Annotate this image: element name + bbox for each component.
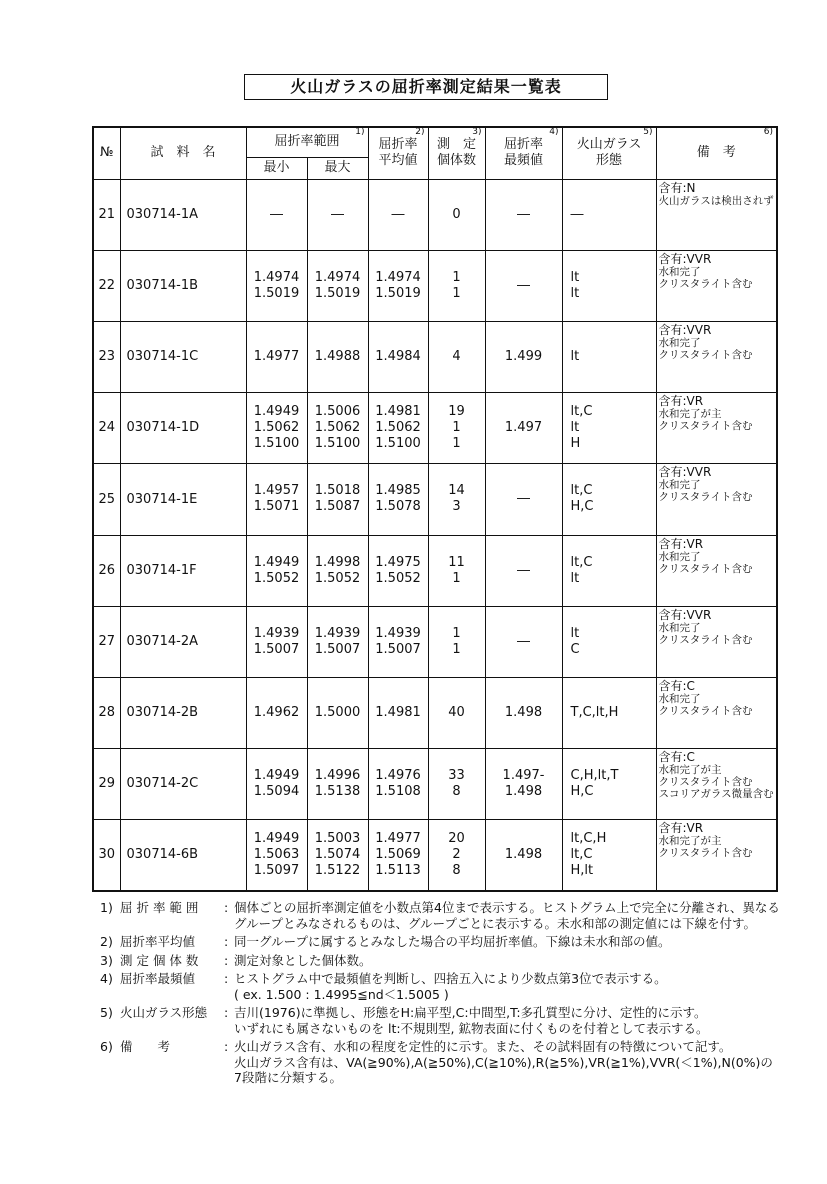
cell-no xyxy=(93,606,120,677)
cell-range-min-text: ― xyxy=(270,206,283,222)
footnote-term: 備 考 xyxy=(120,1039,171,1054)
header-range-label: 屈折率範囲 xyxy=(274,134,340,150)
footnote-text xyxy=(234,900,800,931)
remark-note: クリスタライト含む xyxy=(658,277,753,290)
cell-mean xyxy=(368,748,428,819)
footnote-term: 測 定 個 体 数 xyxy=(120,952,199,968)
header-range-max: 最大 xyxy=(307,157,368,179)
cell-count-text: 1 1 xyxy=(452,269,461,301)
cell-count-text: 40 xyxy=(448,704,465,720)
table-row xyxy=(93,392,777,463)
cell-glass-form-text: T,C,lt,H xyxy=(570,704,619,720)
header-mean xyxy=(368,127,428,179)
cell-remarks xyxy=(656,250,777,321)
remark-content: 含有:VVR xyxy=(658,251,712,266)
header-range-min: 最小 xyxy=(246,157,307,179)
footnote-number: 6) xyxy=(100,1039,113,1054)
remark-note: スコリアガラス微量含む xyxy=(658,787,774,800)
footnote-text xyxy=(234,971,800,1002)
cell-mode xyxy=(485,392,562,463)
cell-mode-text: ― xyxy=(517,633,531,649)
remark-note: 水和完了 xyxy=(658,550,701,563)
remark-note: 水和完了 xyxy=(658,265,701,278)
cell-mode-text: ― xyxy=(517,206,531,222)
cell-range-max xyxy=(307,179,368,250)
cell-mean-text: 1.4981 xyxy=(375,704,421,720)
cell-glass-form xyxy=(562,677,656,748)
cell-count xyxy=(428,392,485,463)
footnote-line: 火山ガラス含有は、VA(≧90%),A(≧50%),C(≧10%),R(≧5%),VR(≧1%),VVR(＜1%),N(0%)の xyxy=(234,1054,773,1070)
cell-no xyxy=(93,819,120,891)
cell-mean-text: 1.4939 1.5007 xyxy=(375,625,421,657)
footnote-line: 個体ごとの屈折率測定値を小数点第4位まで表示する。ヒストグラム上で完全に分離され、異なる xyxy=(234,900,780,915)
remark-note: 水和完了が主 xyxy=(658,763,722,776)
cell-range-max xyxy=(307,606,368,677)
cell-sample-name-text: 030714-1F xyxy=(126,563,197,578)
cell-glass-form xyxy=(562,819,656,891)
footnote-6: 6) xyxy=(763,127,774,137)
footnote-line: ヒストグラム中で最頻値を判断し、四捨五入により少数点第3位で表示する。 xyxy=(234,971,667,986)
footnotes xyxy=(100,900,800,1089)
remark-note: クリスタライト含む xyxy=(658,846,753,859)
footnote-3: 3) xyxy=(472,127,482,137)
cell-range-max xyxy=(307,819,368,891)
cell-sample-name xyxy=(120,321,246,392)
cell-mean xyxy=(368,606,428,677)
cell-mean-text: 1.4974 1.5019 xyxy=(375,269,421,301)
cell-remarks xyxy=(656,321,777,392)
cell-glass-form-text: C,H,lt,T H,C xyxy=(570,767,619,799)
cell-glass-form-text: ― xyxy=(570,206,584,222)
footnote-item xyxy=(100,1039,800,1086)
cell-no-text: 27 xyxy=(98,634,116,649)
cell-mode xyxy=(485,179,562,250)
cell-range-min xyxy=(246,463,307,535)
cell-range-min-text: 1.4949 1.5052 xyxy=(253,554,300,586)
cell-glass-form xyxy=(562,179,656,250)
remark-note: クリスタライト含む xyxy=(658,704,753,717)
table-row xyxy=(93,321,777,392)
cell-range-max xyxy=(307,748,368,819)
header-count-label: 測 定 個体数 xyxy=(437,137,477,169)
cell-count xyxy=(428,179,485,250)
footnote-colon: : xyxy=(224,934,229,949)
cell-mean-text: 1.4981 1.5062 1.5100 xyxy=(375,403,421,451)
cell-sample-name-text: 030714-1D xyxy=(126,420,200,435)
cell-range-max xyxy=(307,677,368,748)
cell-range-min xyxy=(246,819,307,891)
cell-no-text: 28 xyxy=(98,705,116,720)
footnote-text xyxy=(234,1039,800,1086)
cell-range-min-text: 1.4962 xyxy=(253,704,300,720)
table-row xyxy=(93,250,777,321)
cell-range-max-text: 1.4939 1.5007 xyxy=(314,625,361,657)
cell-glass-form-text: lt lt xyxy=(570,269,580,301)
header-no: № xyxy=(93,127,120,179)
cell-range-max xyxy=(307,321,368,392)
cell-mode xyxy=(485,463,562,535)
cell-glass-form-text: lt,C lt H xyxy=(570,403,593,451)
cell-mode-text: 1.498 xyxy=(504,846,543,862)
remark-content: 含有:VVR xyxy=(658,607,712,622)
cell-no xyxy=(93,463,120,535)
cell-range-min-text: 1.4974 1.5019 xyxy=(253,269,300,301)
cell-mean xyxy=(368,250,428,321)
cell-sample-name xyxy=(120,179,246,250)
cell-glass-form xyxy=(562,250,656,321)
cell-glass-form-text: lt,C lt xyxy=(570,554,593,586)
footnote-4: 4) xyxy=(549,127,559,137)
cell-remarks xyxy=(656,819,777,891)
cell-range-min xyxy=(246,677,307,748)
remark-note: クリスタライト含む xyxy=(658,490,753,503)
remark-note: クリスタライト含む xyxy=(658,348,753,361)
remark-note: クリスタライト含む xyxy=(658,633,753,646)
cell-sample-name xyxy=(120,463,246,535)
footnote-number: 1) xyxy=(100,900,113,915)
cell-glass-form-text: lt,C,H lt,C H,lt xyxy=(570,830,607,878)
footnote-line: 同一グループに属するとみなした場合の平均屈折率値。下線は未水和部の値。 xyxy=(234,934,671,949)
cell-remarks xyxy=(656,463,777,535)
footnote-term: 屈折率平均値 xyxy=(120,934,196,949)
header-sample: 試 料 名 xyxy=(120,127,246,179)
footnote-term: 火山ガラス形態 xyxy=(120,1005,208,1020)
cell-range-max-text: 1.5000 xyxy=(314,704,361,720)
cell-sample-name-text: 030714-1C xyxy=(126,349,199,364)
cell-mean-text: 1.4976 1.5108 xyxy=(375,767,421,799)
cell-range-max-text: 1.5006 1.5062 1.5100 xyxy=(314,403,361,451)
footnote-colon: : xyxy=(224,900,229,915)
table-row xyxy=(93,606,777,677)
cell-mode-text: 1.498 xyxy=(504,704,543,720)
remark-note: クリスタライト含む xyxy=(658,775,753,788)
footnote-colon: : xyxy=(224,971,229,986)
cell-no xyxy=(93,677,120,748)
footnote-line: 火山ガラス含有、水和の程度を定性的に示す。また、その試料固有の特徴について記す。 xyxy=(234,1039,732,1054)
footnote-number: 4) xyxy=(100,971,113,986)
cell-mode-text: 1.497 xyxy=(504,419,543,435)
cell-sample-name xyxy=(120,819,246,891)
table-row xyxy=(93,535,777,606)
footnote-2: 2) xyxy=(415,127,425,137)
footnote-item xyxy=(100,953,800,969)
footnote-number: 2) xyxy=(100,934,113,949)
cell-mode-text: ― xyxy=(517,562,531,578)
footnote-term: 屈折率最頻値 xyxy=(120,971,196,986)
cell-mode-text: 1.499 xyxy=(504,348,543,364)
cell-count xyxy=(428,463,485,535)
footnote-line: グループとみなされるものは、グループごとに表示する。未水和部の測定値には下線を付す。 xyxy=(234,915,757,931)
cell-remarks xyxy=(656,606,777,677)
cell-glass-form xyxy=(562,535,656,606)
cell-range-min xyxy=(246,748,307,819)
footnote-line: いずれにも属さないものを lt:不規則型, 鉱物表面に付くものを付着として表示する。 xyxy=(234,1020,709,1036)
cell-glass-form-text: lt xyxy=(570,348,580,364)
remark-content: 含有:VR xyxy=(658,536,704,551)
cell-count-text: 14 3 xyxy=(448,483,465,514)
footnote-number: 3) xyxy=(100,952,113,968)
footnote-number: 5) xyxy=(100,1005,113,1020)
table-row xyxy=(93,677,777,748)
cell-glass-form xyxy=(562,748,656,819)
cell-count-text: 0 xyxy=(452,206,461,222)
cell-no-text: 25 xyxy=(98,491,116,507)
table-row xyxy=(93,179,777,250)
header-remarks xyxy=(656,127,777,179)
cell-mean xyxy=(368,677,428,748)
cell-mode xyxy=(485,321,562,392)
cell-no-text: 22 xyxy=(98,278,116,293)
cell-range-min-text: 1.4949 1.5094 xyxy=(253,767,300,799)
cell-sample-name-text: 030714-1E xyxy=(126,491,198,507)
cell-sample-name-text: 030714-2B xyxy=(126,705,199,720)
cell-range-max-text: 1.5003 1.5074 1.5122 xyxy=(314,830,361,878)
remark-note: 火山ガラスは検出されず xyxy=(658,194,774,207)
header-form xyxy=(562,127,656,179)
header-form-label: 火山ガラス 形態 xyxy=(576,137,642,169)
table-row xyxy=(93,819,777,891)
footnote-line: 測定対象とした個体数。 xyxy=(234,952,372,968)
footnote-colon: : xyxy=(224,1039,229,1054)
cell-count-text: 1 1 xyxy=(452,625,461,657)
remark-content: 含有:VR xyxy=(658,820,704,835)
cell-mean-text: 1.4977 1.5069 1.5113 xyxy=(375,830,421,878)
cell-sample-name xyxy=(120,392,246,463)
cell-remarks xyxy=(656,179,777,250)
cell-mode xyxy=(485,677,562,748)
footnote-line: 7段階に分類する。 xyxy=(234,1070,342,1085)
cell-sample-name xyxy=(120,748,246,819)
cell-sample-name-text: 030714-1A xyxy=(126,207,198,222)
cell-no xyxy=(93,392,120,463)
cell-no-text: 26 xyxy=(98,563,116,578)
cell-no-text: 29 xyxy=(98,776,116,791)
remark-content: 含有:VVR xyxy=(658,322,712,337)
cell-range-min-text: 1.4957 1.5071 xyxy=(253,483,300,514)
cell-sample-name xyxy=(120,606,246,677)
cell-glass-form xyxy=(562,463,656,535)
remark-content: 含有:VVR xyxy=(658,464,712,479)
cell-mode xyxy=(485,535,562,606)
cell-no-text: 24 xyxy=(98,420,116,435)
footnote-text xyxy=(234,1005,800,1036)
remark-note: 水和完了 xyxy=(658,621,701,634)
remark-note: 水和完了 xyxy=(658,336,701,349)
cell-count xyxy=(428,250,485,321)
cell-glass-form xyxy=(562,606,656,677)
remark-note: 水和完了 xyxy=(658,692,701,705)
cell-range-min-text: 1.4977 xyxy=(253,348,300,364)
cell-range-max xyxy=(307,535,368,606)
remark-note: 水和完了が主 xyxy=(658,834,722,847)
remark-content: 含有:N xyxy=(658,180,696,195)
cell-sample-name-text: 030714-1B xyxy=(126,278,199,293)
footnote-5: 5) xyxy=(643,127,653,137)
cell-no xyxy=(93,748,120,819)
cell-range-min-text: 1.4939 1.5007 xyxy=(253,625,300,657)
cell-range-min xyxy=(246,179,307,250)
table-body xyxy=(93,179,777,891)
cell-count-text: 11 1 xyxy=(448,554,465,586)
cell-range-max-text: 1.4998 1.5052 xyxy=(314,554,361,586)
cell-mean xyxy=(368,463,428,535)
cell-range-min xyxy=(246,606,307,677)
cell-remarks xyxy=(656,535,777,606)
cell-count xyxy=(428,321,485,392)
cell-range-min-text: 1.4949 1.5063 1.5097 xyxy=(253,830,300,878)
cell-no-text: 30 xyxy=(98,847,116,862)
cell-glass-form-text: lt C xyxy=(570,625,580,657)
cell-mean xyxy=(368,392,428,463)
cell-sample-name xyxy=(120,535,246,606)
cell-remarks xyxy=(656,392,777,463)
cell-count xyxy=(428,535,485,606)
cell-sample-name-text: 030714-2C xyxy=(126,776,199,791)
cell-range-max-text: 1.5018 1.5087 xyxy=(314,483,361,514)
footnote-text xyxy=(234,934,800,950)
footnote-item xyxy=(100,934,800,950)
remark-note: 水和完了が主 xyxy=(658,407,722,420)
cell-no xyxy=(93,321,120,392)
cell-remarks xyxy=(656,748,777,819)
remark-content: 含有:C xyxy=(658,678,695,693)
cell-no-text: 23 xyxy=(98,349,116,364)
cell-mean-text: 1.4975 1.5052 xyxy=(375,554,421,586)
cell-glass-form xyxy=(562,392,656,463)
document-title: 火山ガラスの屈折率測定結果一覧表 xyxy=(244,74,608,100)
footnote-line: ( ex. 1.500 : 1.4995≦nd＜1.5005 ) xyxy=(234,986,449,1002)
cell-mode-text: ― xyxy=(517,277,531,293)
cell-remarks xyxy=(656,677,777,748)
remark-content: 含有:VR xyxy=(658,393,704,408)
cell-range-min xyxy=(246,535,307,606)
footnote-item xyxy=(100,1005,800,1036)
cell-mean-text: 1.4984 xyxy=(375,348,421,364)
cell-mode-text: 1.497-1.498 xyxy=(502,767,545,799)
cell-mean-text: 1.4985 1.5078 xyxy=(375,483,421,514)
cell-mode xyxy=(485,748,562,819)
header-mean-label: 屈折率 平均値 xyxy=(378,137,418,169)
cell-count xyxy=(428,748,485,819)
cell-count xyxy=(428,677,485,748)
cell-range-max xyxy=(307,463,368,535)
cell-mean xyxy=(368,179,428,250)
cell-range-min xyxy=(246,250,307,321)
cell-mean xyxy=(368,819,428,891)
footnote-colon: : xyxy=(224,952,229,968)
cell-range-max-text: ― xyxy=(331,206,344,222)
cell-mode xyxy=(485,250,562,321)
footnote-item xyxy=(100,900,800,931)
footnote-text xyxy=(234,953,800,969)
remark-note: クリスタライト含む xyxy=(658,419,753,432)
cell-range-max-text: 1.4988 xyxy=(314,348,361,364)
cell-count xyxy=(428,819,485,891)
cell-range-max-text: 1.4974 1.5019 xyxy=(314,269,361,301)
cell-range-max xyxy=(307,392,368,463)
cell-range-max xyxy=(307,250,368,321)
cell-mean xyxy=(368,535,428,606)
cell-sample-name-text: 030714-6B xyxy=(126,847,199,862)
footnote-colon: : xyxy=(224,1005,229,1020)
header-count xyxy=(428,127,485,179)
cell-mode xyxy=(485,819,562,891)
footnote-line: 吉川(1976)に準拠し、形態をH:扁平型,C:中間型,T:多孔質型に分け、定性的に示す。 xyxy=(234,1005,707,1020)
cell-count-text: 20 2 8 xyxy=(448,830,465,878)
cell-count xyxy=(428,606,485,677)
footnote-1: 1) xyxy=(355,127,365,137)
cell-no xyxy=(93,179,120,250)
header-range xyxy=(246,127,368,157)
cell-mean-text: ― xyxy=(391,206,405,222)
header-remarks-label: 備 考 xyxy=(696,145,736,161)
cell-glass-form xyxy=(562,321,656,392)
cell-count-text: 33 8 xyxy=(448,767,465,799)
header-mode xyxy=(485,127,562,179)
cell-mode xyxy=(485,606,562,677)
remark-note: 水和完了 xyxy=(658,478,701,491)
cell-count-text: 4 xyxy=(452,348,461,364)
remark-content: 含有:C xyxy=(658,749,695,764)
cell-count-text: 19 1 1 xyxy=(448,403,465,451)
cell-no xyxy=(93,250,120,321)
remark-note: クリスタライト含む xyxy=(658,562,753,575)
cell-no-text: 21 xyxy=(98,207,116,222)
cell-range-min xyxy=(246,392,307,463)
cell-mode-text: ― xyxy=(517,491,531,506)
cell-sample-name xyxy=(120,250,246,321)
table-row xyxy=(93,748,777,819)
results-table xyxy=(92,126,778,892)
footnote-item xyxy=(100,971,800,1002)
cell-sample-name-text: 030714-2A xyxy=(126,634,198,649)
cell-glass-form-text: lt,C H,C xyxy=(570,483,594,514)
header-mode-label: 屈折率 最頻値 xyxy=(504,137,544,169)
cell-range-max-text: 1.4996 1.5138 xyxy=(314,767,361,799)
cell-range-min-text: 1.4949 1.5062 1.5100 xyxy=(253,403,300,451)
cell-range-min xyxy=(246,321,307,392)
footnote-term: 屈 折 率 範 囲 xyxy=(120,900,199,915)
cell-sample-name xyxy=(120,677,246,748)
cell-no xyxy=(93,535,120,606)
cell-mean xyxy=(368,321,428,392)
table-row xyxy=(93,463,777,535)
